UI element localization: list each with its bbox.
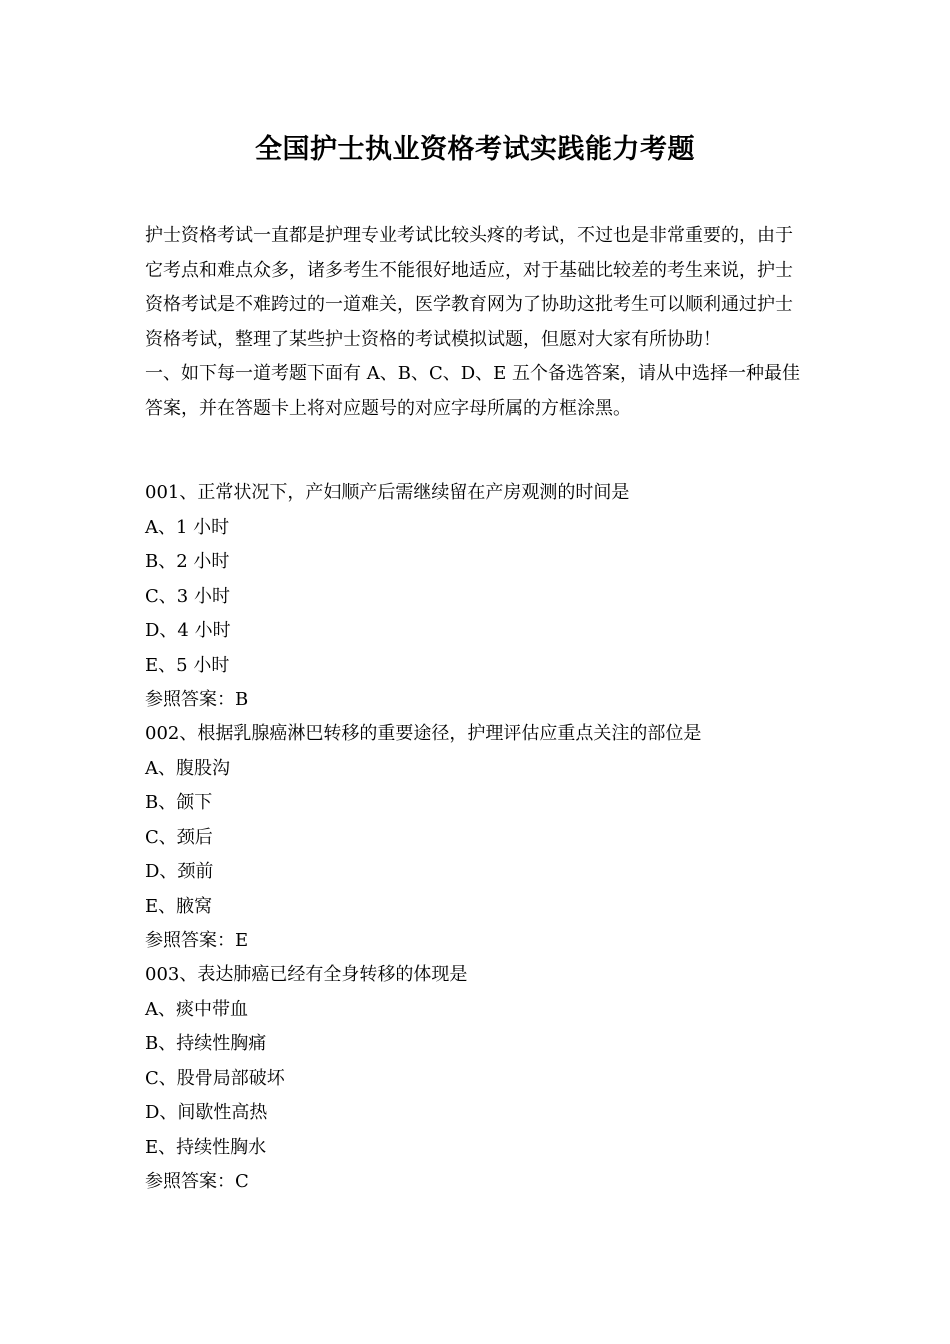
option-e: E、5 小时 <box>145 654 230 676</box>
intro-paragraph: 护士资格考试一直都是护理专业考试比较头疼的考试，不过也是非常重要的，由于它考点和难点众多，诸多考生不能很好地适应，对于基础比较差的考生来说，护士资格考试是不难跨过的一道难关，医学教育网为了协助这批考生可以顺利通过护士资格考试，整理了某些护士资格的考试模拟试题，但愿对大家有所协助！ <box>145 225 793 350</box>
question-stem: 003、表达肺癌已经有全身转移的体现是 <box>145 964 468 985</box>
option-e: E、持续性胸水 <box>145 1136 267 1158</box>
option-d: D、间歇性高热 <box>145 1102 268 1123</box>
option-a: A、痰中带血 <box>145 998 248 1020</box>
option-c: C、颈后 <box>145 826 213 848</box>
option-b: B、2 小时 <box>145 551 230 572</box>
option-a: A、腹股沟 <box>145 757 230 779</box>
option-e: E、腋窝 <box>145 895 213 917</box>
document-title: 全国护士执业资格考试实践能力考题 <box>255 134 695 165</box>
question-stem: 001、正常状况下，产妇顺产后需继续留在产房观测的时间是 <box>145 482 630 503</box>
instructions-paragraph: 一、如下每一道考题下面有 A、B、C、D、E 五个备选答案，请从中选择一种最佳答案，并在答题卡上将对应题号的对应字母所属的方框涂黑。 <box>145 363 801 419</box>
reference-answer: 参照答案：E <box>145 930 249 951</box>
option-b: B、颌下 <box>145 792 213 813</box>
reference-answer: 参照答案：B <box>145 689 249 710</box>
option-d: D、颈前 <box>145 861 214 882</box>
question-002 <box>145 717 825 959</box>
option-c: C、股骨局部破坏 <box>145 1067 285 1089</box>
intro-section <box>145 219 810 426</box>
option-a: A、1 小时 <box>145 516 230 538</box>
option-b: B、持续性胸痛 <box>145 1033 267 1054</box>
question-stem: 002、根据乳腺癌淋巴转移的重要途径，护理评估应重点关注的部位是 <box>145 723 702 744</box>
question-001 <box>145 476 825 718</box>
question-003 <box>145 958 825 1200</box>
option-c: C、3 小时 <box>145 585 230 607</box>
reference-answer: 参照答案：C <box>145 1171 249 1192</box>
option-d: D、4 小时 <box>145 620 231 641</box>
